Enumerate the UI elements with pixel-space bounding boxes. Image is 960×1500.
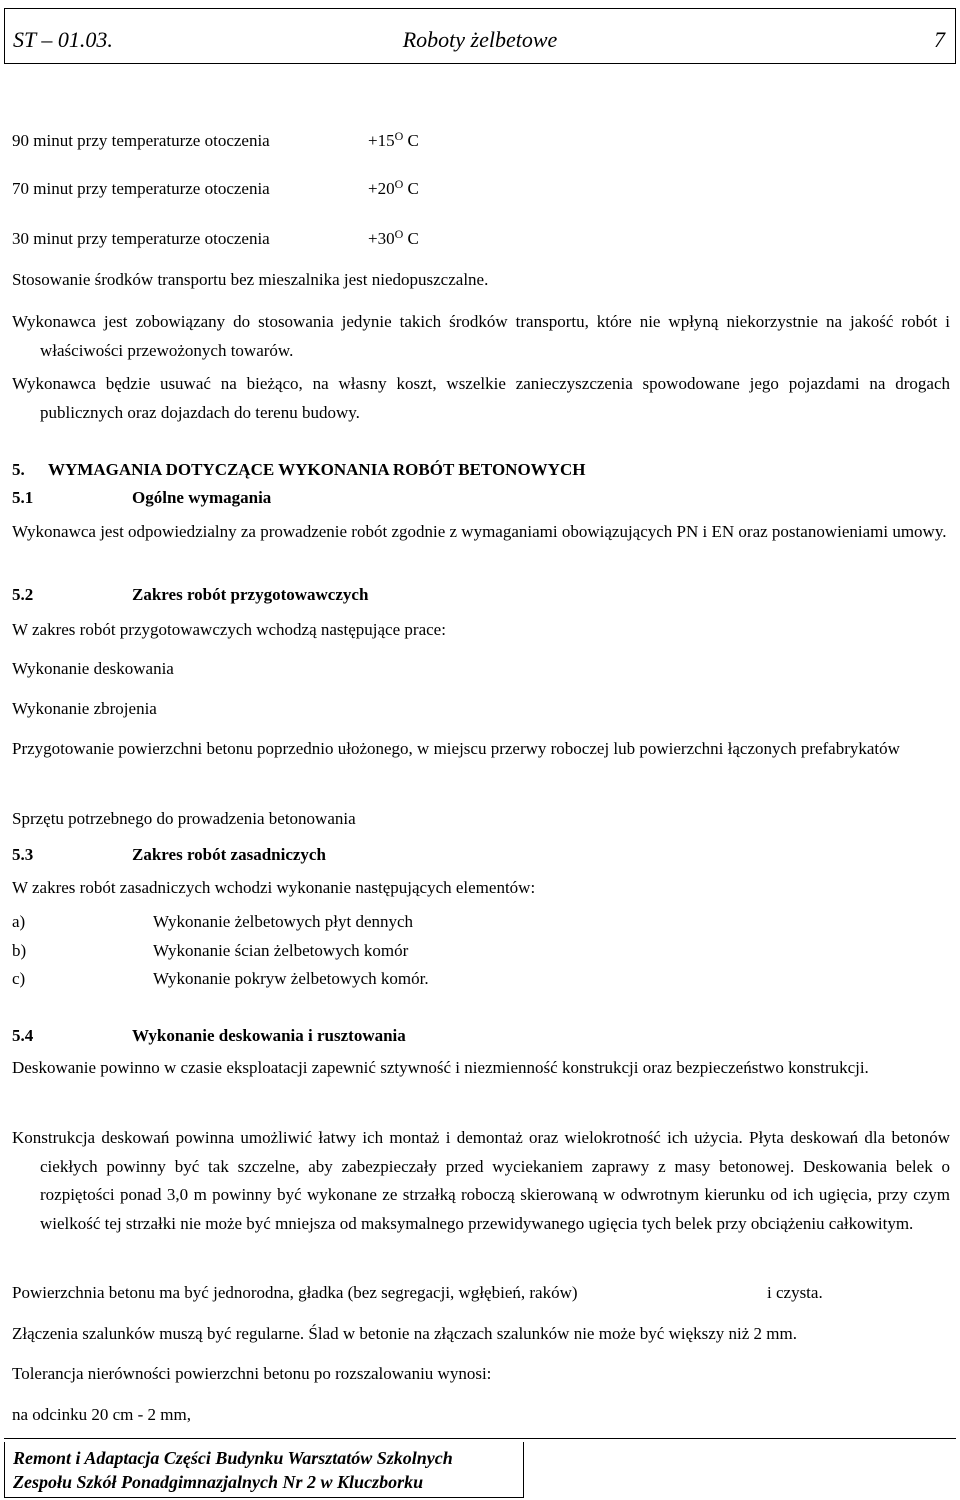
list-item: Sprzętu potrzebnego do prowadzenia betonowania bbox=[12, 809, 356, 828]
paragraph: W zakres robót zasadniczych wchodzi wykonanie następujących elementów: bbox=[12, 878, 536, 897]
paragraph: na odcinku 20 cm - 2 mm, bbox=[12, 1405, 191, 1424]
paragraph: Konstrukcja deskowań powinna umożliwić łatwy ich montaż i demontaż oraz wielokrotność ich użycia. Płyta deskowań dla betonów ciekłych powinny być tak szczelne, aby zabezpieczały przed wyciekaniem zaprawy z masy betonowej. Deskowania belek o rozpiętości ponad 3,0 m powinny być wykonane ze strzałką roboczą skierowaną w odwrotnym kierunku od ich ugięcia, przy czym wielkość tej strzałki nie może być mniejsza od maksymalnego przewidywanego ugięcia tych belek przy obciążeniu całkowitym. bbox=[12, 1128, 950, 1233]
document-title: Roboty żelbetowe bbox=[402, 27, 558, 52]
degree-mark: O bbox=[394, 177, 404, 191]
paragraph: Wykonawca będzie usuwać na bieżąco, na własny koszt, wszelkie zanieczyszczenia spowodowane jego pojazdami na drogach publicznych oraz dojazdach do terenu budowy. bbox=[12, 374, 950, 422]
temp-row-value: $+15^O$ C bbox=[368, 129, 419, 150]
list-item: Wykonanie deskowania bbox=[12, 659, 174, 678]
page-number: 7 bbox=[934, 27, 945, 52]
subsection-number: 5.2 bbox=[12, 585, 34, 604]
subsection-title: Wykonanie deskowania i rusztowania bbox=[132, 1026, 406, 1045]
subsection-title: Zakres robót przygotowawczych bbox=[132, 585, 369, 604]
subsection-number: 5.1 bbox=[12, 488, 34, 507]
list-item: Wykonanie żelbetowych płyt dennych bbox=[153, 912, 414, 931]
page-header bbox=[4, 8, 956, 64]
paragraph: W zakres robót przygotowawczych wchodzą następujące prace: bbox=[12, 620, 446, 639]
footer-line-2: Zespołu Szkół Ponadgimnazjalnych Nr 2 w Kluczborku bbox=[13, 1472, 424, 1492]
degree-mark: O bbox=[394, 227, 404, 241]
subsection-number: 5.3 bbox=[12, 845, 34, 864]
paragraph: Wykonawca jest zobowiązany do stosowania jedynie takich środków transportu, które nie wpłyną niekorzystnie na jakość robót i właściwości przewożonych towarów. bbox=[12, 312, 950, 360]
subsection-title: Zakres robót zasadniczych bbox=[132, 845, 326, 864]
paragraph: Deskowanie powinno w czasie eksploatacji zapewnić sztywność i niezmienność konstrukcji oraz bezpieczeństwo konstrukcji. bbox=[12, 1058, 869, 1077]
page-footer bbox=[4, 1442, 524, 1498]
paragraph-end: i czysta. bbox=[767, 1283, 823, 1302]
temp-row-text: 70 minut przy temperaturze otoczenia bbox=[12, 179, 270, 198]
temp-row-text: 90 minut przy temperaturze otoczenia bbox=[12, 131, 270, 150]
list-label: c) bbox=[12, 969, 26, 988]
footer-divider bbox=[4, 1438, 956, 1439]
temp-row-value: $+30^O$ C bbox=[368, 227, 419, 248]
temp-row-text: 30 minut przy temperaturze otoczenia bbox=[12, 229, 270, 248]
section-title: WYMAGANIA DOTYCZĄCE WYKONANIA ROBÓT BETONOWYCH bbox=[48, 460, 586, 479]
paragraph: Stosowanie środków transportu bez mieszalnika jest niedopuszczalne. bbox=[12, 270, 489, 289]
paragraph: Złączenia szalunków muszą być regularne. Ślad w betonie na złączach szalunków nie może być większy niż 2 mm. bbox=[12, 1324, 798, 1343]
list-item: Przygotowanie powierzchni betonu poprzednio ułożonego, w miejscu przerwy roboczej lub powierzchni łączonych prefabrykatów bbox=[12, 739, 900, 758]
paragraph: Powierzchnia betonu ma być jednorodna, gładka (bez segregacji, wgłębień, raków) bbox=[12, 1283, 578, 1302]
spec-code: ST – 01.03. bbox=[13, 27, 113, 52]
degree-mark: O bbox=[394, 129, 404, 143]
subsection-number: 5.4 bbox=[12, 1026, 34, 1045]
list-item: Wykonanie zbrojenia bbox=[12, 699, 157, 718]
list-label: b) bbox=[12, 941, 27, 960]
temp-row-value: $+20^O$ C bbox=[368, 177, 419, 198]
paragraph: Wykonawca jest odpowiedzialny za prowadzenie robót zgodnie z wymaganiami obowiązujących PN i EN oraz postanowieniami umowy. bbox=[12, 522, 947, 541]
footer-line-1: Remont i Adaptacja Części Budynku Warsztatów Szkolnych bbox=[13, 1448, 453, 1468]
list-item: Wykonanie ścian żelbetowych komór bbox=[153, 941, 409, 960]
paragraph: Tolerancja nierówności powierzchni betonu po rozszalowaniu wynosi: bbox=[12, 1364, 492, 1383]
list-item: Wykonanie pokryw żelbetowych komór. bbox=[153, 969, 429, 988]
subsection-title: Ogólne wymagania bbox=[132, 488, 272, 507]
section-number: 5. bbox=[12, 460, 25, 479]
list-label: a) bbox=[12, 912, 26, 931]
